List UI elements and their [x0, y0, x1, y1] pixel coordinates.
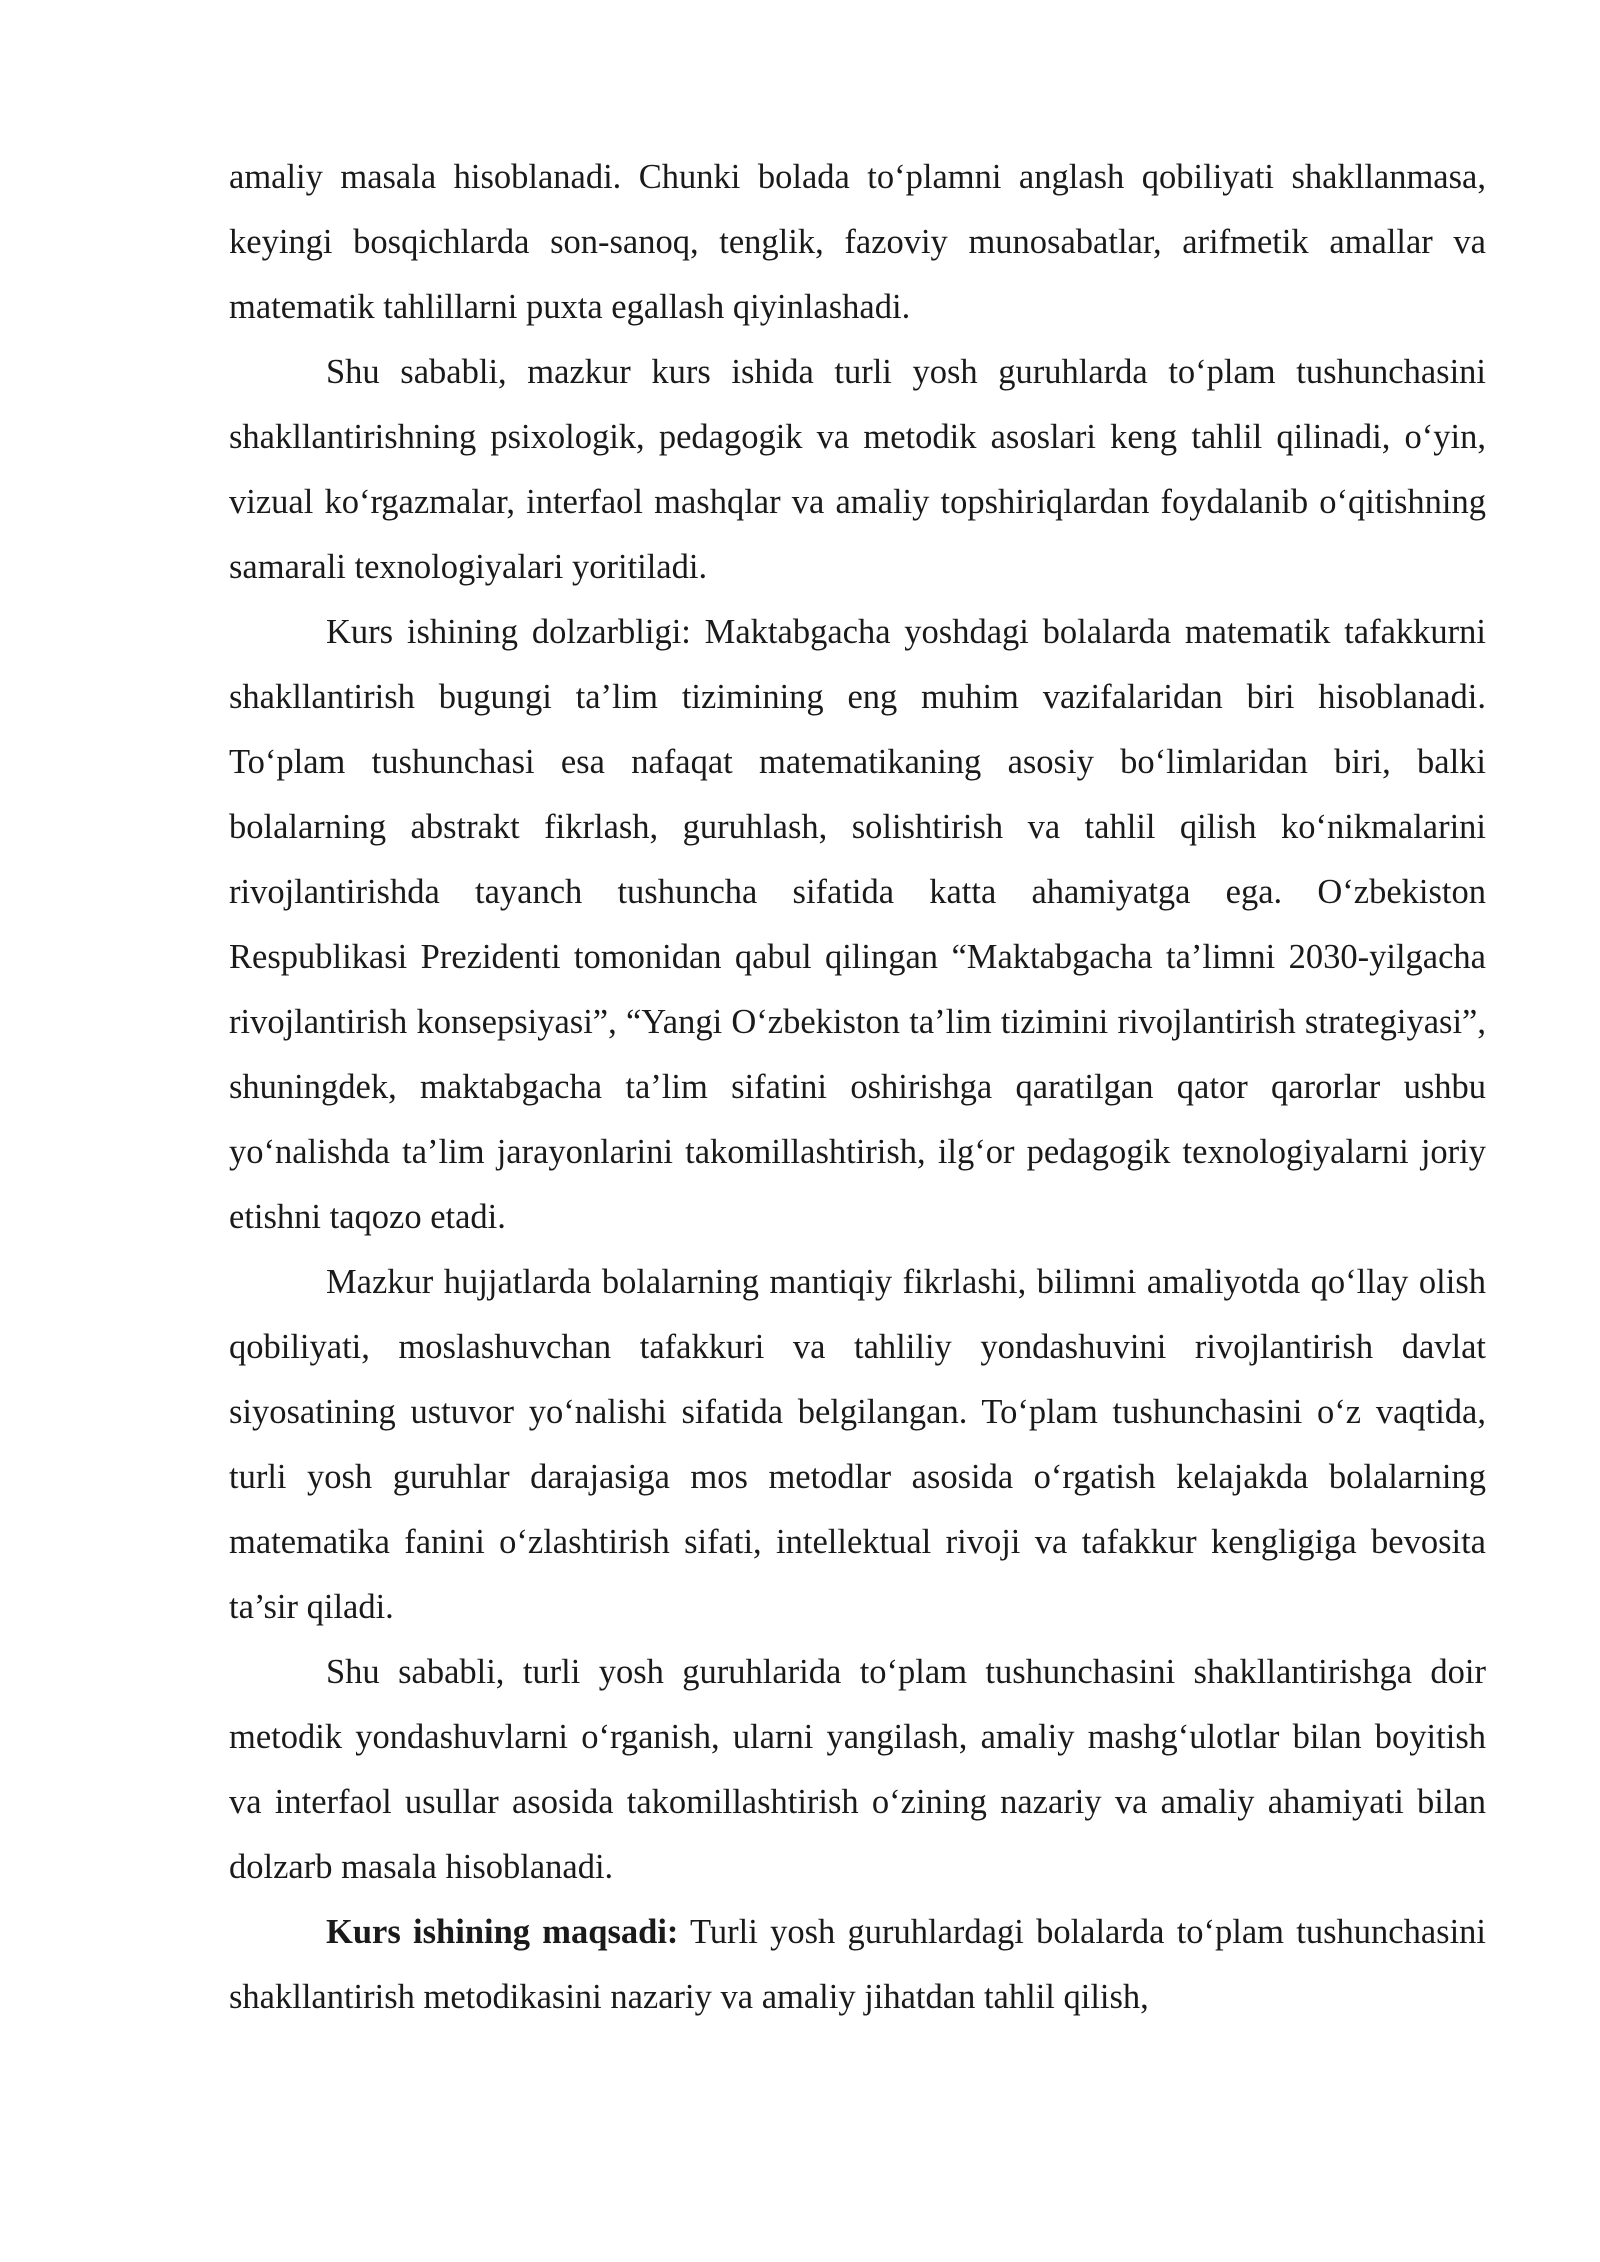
paragraph-relevance: Kurs ishining dolzarbligi: Maktabgacha yoshdagi bolalarda matematik tafakkurni shakllantirish bugungi ta’lim tizimining eng muhim vazifalaridan biri hisoblanadi. To‘plam tushunchasi esa nafaqat matematikaning asosiy bo‘limlaridan biri, balki bolalarning abstrakt fikrlash, guruhlash, solishtirish va tahlil qilish ko‘nikmalarini rivojlantirishda tayanch tushuncha sifatida katta ahamiyatga ega. O‘zbekiston Respublikasi Prezidenti tomonidan qabul qilingan “Maktabgacha ta’limni 2030-yilgacha rivojlantirish konsepsiyasi”, “Yangi O‘zbekiston ta’lim tizimini rivojlantirish strategiyasi”, shuningdek, maktabgacha ta’lim sifatini oshirishga qaratilgan qator qarorlar ushbu yo‘nalishda ta’lim jarayonlarini takomillashtirish, ilg‘or pedagogik texnologiyalarni joriy etishni taqozo etadi. — [229, 613, 1486, 1236]
paragraph-continuation: amaliy masala hisoblanadi. Chunki bolada to‘plamni anglash qobiliyati shakllanmasa, keyingi bosqichlarda son-sanoq, tenglik, fazoviy munosabatlar, arifmetik amallar va matematik tahlillarni puxta egallash qiyinlashadi. — [229, 158, 1486, 326]
document-page — [229, 145, 1486, 2030]
paragraph-methods-overview: Shu sababli, mazkur kurs ishida turli yosh guruhlarda to‘plam tushunchasini shakllantirishning psixologik, pedagogik va metodik asoslari keng tahlil qilinadi, o‘yin, vizual ko‘rgazmalar, interfaol mashqlar va amaliy topshiriqlardan foydalanib o‘qitishning samarali texnologiyalari yoritiladi. — [229, 353, 1486, 586]
paragraph-relevance-conclusion: Shu sababli, turli yosh guruhlarida to‘plam tushunchasini shakllantirishga doir metodik yondashuvlarni o‘rganish, ularni yangilash, amaliy mashg‘ulotlar bilan boyitish va interfaol usullar asosida takomillashtirish o‘zining nazariy va amaliy ahamiyati bilan dolzarb masala hisoblanadi. — [229, 1653, 1486, 1886]
goal-text: Turli yosh guruhlardagi bolalarda to‘plam tushunchasini shakllantirish metodikasini nazariy va amaliy jihatdan tahlil qilish, — [229, 1913, 1486, 2016]
paragraph-goal — [229, 1900, 1486, 2030]
paragraph-policy-documents: Mazkur hujjatlarda bolalarning mantiqiy fikrlashi, bilimni amaliyotda qo‘llay olish qobiliyati, moslashuvchan tafakkuri va tahliliy yondashuvini rivojlantirish davlat siyosatining ustuvor yo‘nalishi sifatida belgilangan. To‘plam tushunchasini o‘z vaqtida, turli yosh guruhlar darajasiga mos metodlar asosida o‘rgatish kelajakda bolalarning matematika fanini o‘zlashtirish sifati, intellektual rivoji va tafakkur kengligiga bevosita ta’sir qiladi. — [229, 1263, 1486, 1626]
goal-heading: Kurs ishining maqsadi: — [326, 1913, 679, 1951]
